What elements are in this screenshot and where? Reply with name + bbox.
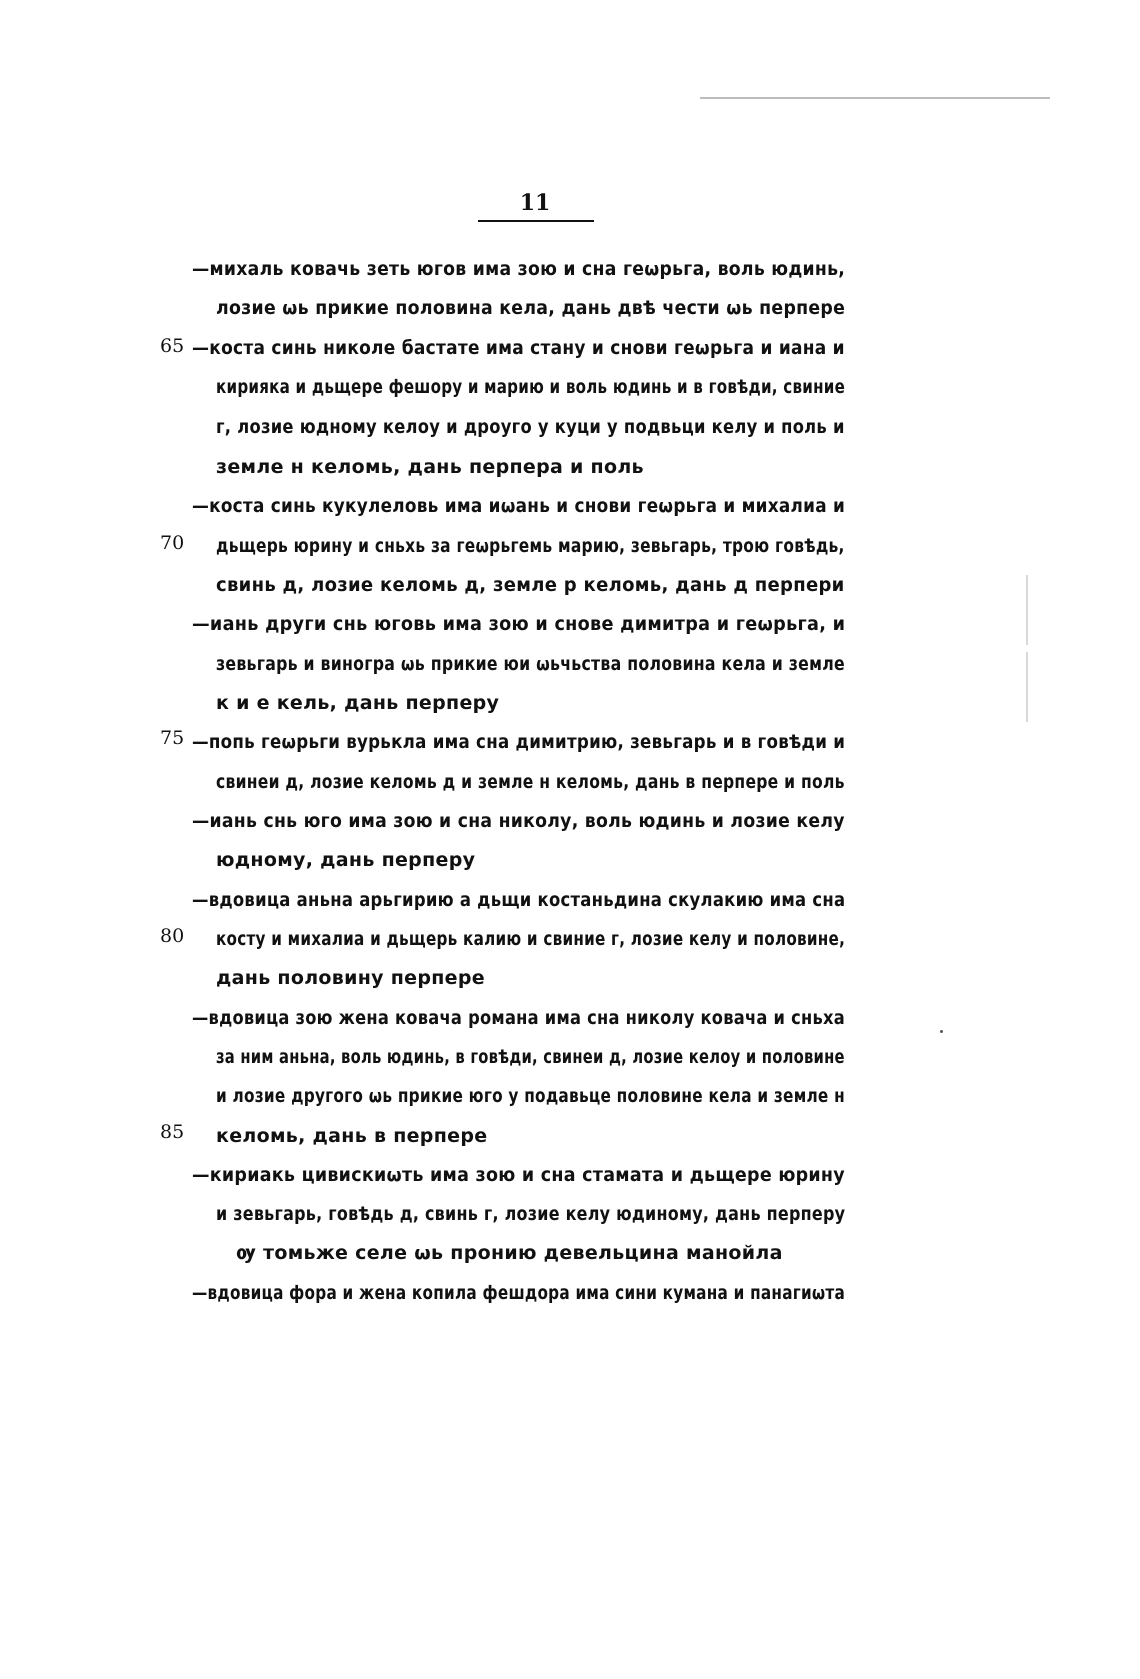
line-number-70: 70: [160, 532, 185, 554]
text-line-6: земле н келомь, дань перпера и поль: [216, 456, 644, 478]
top-rule: [700, 97, 1050, 99]
line-number-75: 75: [160, 727, 185, 749]
text-line-13: —попь геωрьги вурькла има сна димитрию, зевьгарь и в говѣди и: [192, 731, 846, 753]
line-number-80: 80: [160, 925, 185, 947]
margin-dot: [940, 1030, 943, 1033]
text-line-1: —михаль ковачь зеть югов има зою и сна геωрьга, воль юдинь,: [192, 258, 846, 280]
text-line-24: —кириакь цивискиωть има зою и сна стамата и дьщере юрину: [192, 1164, 845, 1186]
text-line-5: г, лозие юдному келоу и дроуго у куци у подвьци келу и поль и: [216, 416, 845, 438]
text-line-7: —коста синь кукулеловь има иωань и снови геωрьга и михалиа и: [192, 495, 846, 517]
text-line-11: зевьгарь и виногра ωь прикие юи ωьчьства половина кела и земле: [216, 653, 845, 675]
text-line-22: и лозие другого ωь прикие юго у подавьце половине кела и земле н: [216, 1085, 845, 1107]
line-number-65: 65: [160, 335, 185, 357]
text-line-8: дьщерь юрину и сньхь за геωрьгемь марию, зевьгарь, трою говѣдь,: [216, 535, 845, 557]
text-line-15: —иань снь юго има зою и сна николу, воль юдинь и лозие келу: [192, 810, 845, 832]
text-line-14: свинеи д, лозие келомь д и земле н келомь, дань в перпере и поль: [216, 771, 845, 793]
text-line-4: кирияка и дьщере фешору и марию и воль юдинь и в говѣди, свиние: [216, 376, 846, 398]
text-line-17: —вдовица аньна арьгирию а дьщи костаньдина скулакию има сна: [192, 889, 846, 911]
text-line-16: юдному, дань перперу: [216, 849, 476, 871]
text-line-23: келомь, дань в перпере: [216, 1125, 488, 1147]
text-line-9: свинь д, лозие келомь д, земле р келомь, дань д перпери: [216, 574, 845, 596]
section-heading: ѹ томьже селе ωь пронию девельцина манойла: [236, 1242, 783, 1264]
line-number-85: 85: [160, 1121, 185, 1143]
page-number-underline: [478, 220, 594, 222]
text-line-27: —вдовица фора и жена копила фешдора има сини кумана и панагиωта: [192, 1282, 846, 1304]
text-line-2: лозие ωь прикие половина кела, дань двѣ чести ωь перпере: [216, 297, 846, 319]
text-line-12: к и е кель, дань перперу: [216, 692, 500, 714]
text-line-21: за ним аньна, воль юдинь, в говѣди, свинеи д, лозие келоу и половине: [216, 1046, 845, 1068]
page-number: 11: [519, 190, 551, 216]
text-line-19: дань половину перпере: [216, 967, 485, 989]
margin-mark: [1026, 652, 1028, 722]
text-line-10: —иань други снь юговь има зою и снове димитра и геωрьга, и: [192, 613, 846, 635]
text-line-20: —вдовица зою жена ковача романа има сна николу ковача и сньха: [192, 1007, 846, 1029]
margin-mark: [1026, 575, 1028, 645]
text-line-3: —коста синь николе бастате има стану и снови геωрьга и иана и: [192, 337, 845, 359]
text-line-18: косту и михалиа и дьщерь калию и свиние г, лозие келу и половине,: [216, 928, 846, 950]
text-line-25: и зевьгарь, говѣдь д, свинь г, лозие келу юдиному, дань перперу: [216, 1203, 846, 1225]
